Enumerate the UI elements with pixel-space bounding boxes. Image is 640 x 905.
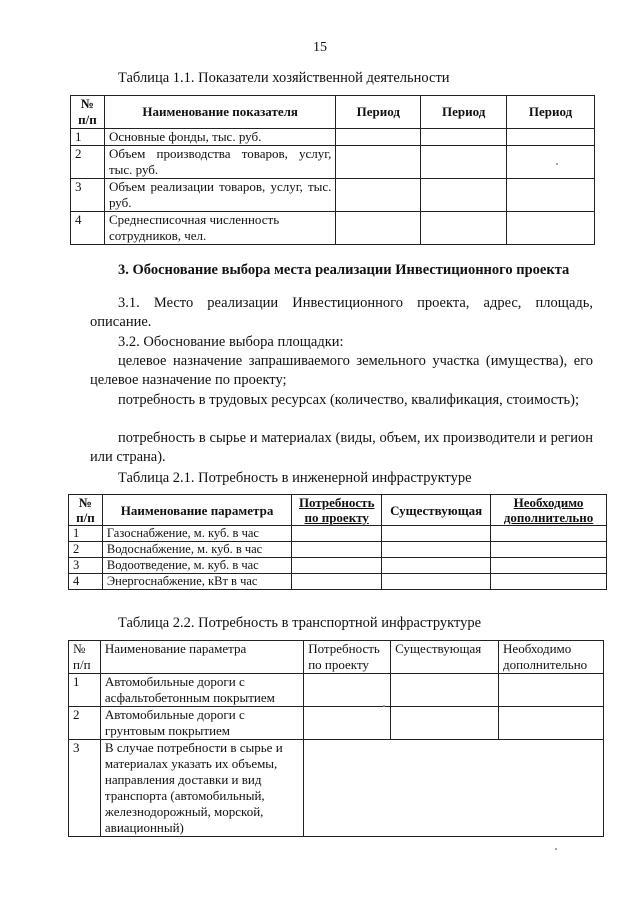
table3 xyxy=(68,640,604,837)
parameter-name: Автомобильные дороги с асфальтобетонным покрытием xyxy=(100,674,303,707)
table1-header-row xyxy=(71,96,595,129)
value-cell[interactable] xyxy=(292,558,382,574)
value-cell[interactable] xyxy=(304,707,391,740)
indicator-name: Основные фонды, тыс. руб. xyxy=(104,129,335,146)
paragraph-labor: потребность в трудовых ресурсах (количество, квалификация, стоимость); xyxy=(118,392,579,408)
table1-header-num: № п/п xyxy=(71,96,105,129)
value-cell[interactable] xyxy=(292,526,382,542)
value-cell[interactable] xyxy=(491,574,607,590)
value-cell[interactable] xyxy=(491,558,607,574)
table1-caption: Таблица 1.1. Показатели хозяйственной деятельности xyxy=(118,70,450,86)
value-cell[interactable] xyxy=(421,146,507,179)
table2-header-name: Наименование параметра xyxy=(102,495,291,526)
paragraph-materials: потребность в сырье и материалах (виды, объем, их производители и регион или страна). xyxy=(90,430,593,465)
parameter-name: Водоснабжение, м. куб. в час xyxy=(102,542,291,558)
value-cell[interactable] xyxy=(336,146,421,179)
value-cell[interactable] xyxy=(382,526,491,542)
table-row xyxy=(69,674,604,707)
parameter-name: Газоснабжение, м. куб. в час xyxy=(102,526,291,542)
table-row xyxy=(71,146,595,179)
row-number: 3 xyxy=(71,179,105,212)
table-row xyxy=(69,740,604,837)
value-cell[interactable] xyxy=(421,129,507,146)
value-cell[interactable] xyxy=(382,558,491,574)
value-cell[interactable] xyxy=(292,542,382,558)
table-row xyxy=(69,558,607,574)
value-cell[interactable] xyxy=(336,179,421,212)
parameter-name: В случае потребности в сырье и материалах указать их объемы, направления доставки и вид транспорта (автомобильный, железнодорожный, морской, авиационный) xyxy=(100,740,303,837)
table-row xyxy=(69,526,607,542)
parameter-name: Автомобильные дороги с грунтовым покрытием xyxy=(100,707,303,740)
paragraph-land-purpose: целевое назначение запрашиваемого земельного участка (имущества), его целевое назначение по проекту; xyxy=(90,353,593,388)
row-number: 2 xyxy=(69,542,103,558)
value-cell[interactable] xyxy=(336,212,421,245)
row-number: 3 xyxy=(69,558,103,574)
table1 xyxy=(70,95,595,245)
value-cell[interactable] xyxy=(491,526,607,542)
table3-header-need: Потребность по проекту xyxy=(304,641,391,674)
page-number: 15 xyxy=(313,40,327,55)
table2-header-row xyxy=(69,495,607,526)
table1-header-period: Период xyxy=(336,96,421,129)
scan-speck xyxy=(383,705,385,707)
paragraph-3-2: 3.2. Обоснование выбора площадки: xyxy=(118,334,344,350)
indicator-name: Среднесписочная численность сотрудников, чел. xyxy=(104,212,335,245)
table1-header-period: Период xyxy=(507,96,595,129)
indicator-name: Объем производства товаров, услуг, тыс. руб. xyxy=(104,146,335,179)
parameter-name: Водоотведение, м. куб. в час xyxy=(102,558,291,574)
table-row xyxy=(69,707,604,740)
row-number: 4 xyxy=(71,212,105,245)
value-cell[interactable] xyxy=(292,574,382,590)
row-number: 4 xyxy=(69,574,103,590)
table2-header-num: № п/п xyxy=(69,495,103,526)
row-number: 1 xyxy=(69,526,103,542)
value-cell[interactable] xyxy=(499,674,604,707)
table2-header-need: Потребность по проекту xyxy=(292,495,382,526)
value-cell[interactable] xyxy=(336,129,421,146)
row-number: 2 xyxy=(69,707,101,740)
table3-header-num: № п/п xyxy=(69,641,101,674)
merged-value-cell[interactable] xyxy=(304,740,604,837)
table2-caption: Таблица 2.1. Потребность в инженерной инфраструктуре xyxy=(118,470,472,486)
value-cell[interactable] xyxy=(382,542,491,558)
table1-header-period: Период xyxy=(421,96,507,129)
table3-caption: Таблица 2.2. Потребность в транспортной инфраструктуре xyxy=(118,615,482,631)
value-cell[interactable] xyxy=(391,707,499,740)
table3-header-row xyxy=(69,641,604,674)
value-cell[interactable] xyxy=(304,674,391,707)
row-number: 1 xyxy=(69,674,101,707)
value-cell[interactable] xyxy=(507,179,595,212)
paragraph-3-1: 3.1. Место реализации Инвестиционного проекта, адрес, площадь, описание. xyxy=(90,295,593,330)
table-row xyxy=(71,179,595,212)
value-cell[interactable] xyxy=(499,707,604,740)
parameter-name: Энергоснабжение, кВт в час xyxy=(102,574,291,590)
table2 xyxy=(68,494,607,590)
value-cell[interactable] xyxy=(391,674,499,707)
row-number: 2 xyxy=(71,146,105,179)
value-cell[interactable] xyxy=(421,179,507,212)
table-row xyxy=(69,542,607,558)
table-row xyxy=(71,212,595,245)
section-heading: 3. Обоснование выбора места реализации Инвестиционного проекта xyxy=(118,262,570,278)
table3-header-existing: Существующая xyxy=(391,641,499,674)
table2-header-additional: Необходимо дополнительно xyxy=(491,495,607,526)
table3-header-additional: Необходимо дополнительно xyxy=(499,641,604,674)
indicator-name: Объем реализации товаров, услуг, тыс. руб. xyxy=(104,179,335,212)
table2-header-existing: Существующая xyxy=(382,495,491,526)
scan-speck xyxy=(555,848,557,850)
scan-speck xyxy=(556,163,558,165)
row-number: 3 xyxy=(69,740,101,837)
row-number: 1 xyxy=(71,129,105,146)
value-cell[interactable] xyxy=(507,129,595,146)
value-cell[interactable] xyxy=(491,542,607,558)
table3-header-name: Наименование параметра xyxy=(100,641,303,674)
table-row xyxy=(69,574,607,590)
value-cell[interactable] xyxy=(421,212,507,245)
table-row xyxy=(71,129,595,146)
value-cell[interactable] xyxy=(507,212,595,245)
value-cell[interactable] xyxy=(507,146,595,179)
value-cell[interactable] xyxy=(382,574,491,590)
table1-header-name: Наименование показателя xyxy=(104,96,335,129)
